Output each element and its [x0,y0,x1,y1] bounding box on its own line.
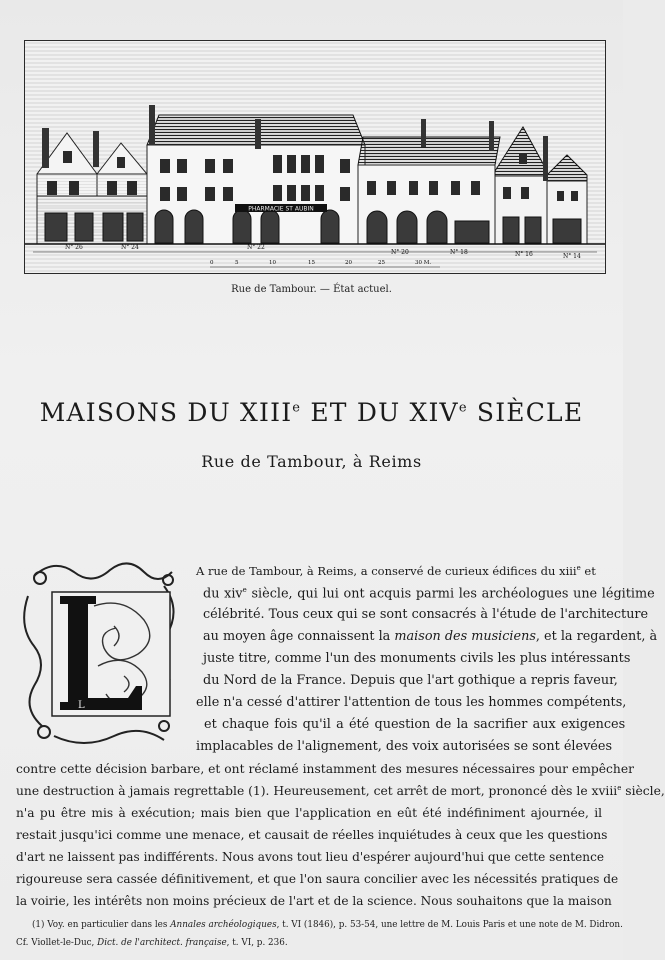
body-line: elle n'a cessé d'attirer l'attention de tous les hommes compétents, [196,695,627,710]
chapter-title: MAISONS DU XIIIe ET DU XIVe SIÈCLE [39,398,584,427]
body-line: au moyen âge connaissent la maison des musiciens, et la regardent, à [203,629,658,644]
house-number-24: N° 24 [121,244,139,251]
body-line: restait jusqu'ici comme une menace, et causait de réelles inquiétudes à ceux que les questions [16,828,608,842]
dropcap-letter: L [78,700,85,711]
scale-label: 30 M. [415,260,432,266]
body-line: n'a pu être mis à exécution; mais bien que l'application en eût été indéfiniment ajournée, il [16,806,602,820]
body-line: du Nord de la France. Depuis que l'art gothique a repris faveur, [203,673,618,688]
body-line: juste titre, comme l'un des monuments civils les plus intéressants [203,651,631,666]
house-number-18: N° 18 [450,249,468,256]
footnote-line: (1) Voy. en particulier dans les Annales archéologiques, t. VI (1846), p. 53-54, une lettre de M. Louis Paris et une note de M. Didron. [32,920,623,930]
body-line: implacables de l'alignement, des voix autorisées se sont élevées [196,739,613,754]
body-line: célébrité. Tous ceux qui se sont consacrés à l'étude de l'architecture [203,607,649,622]
body-line: la voirie, les intérêts non moins précieux de l'art et de la science. Nous souhaitons que la maison [16,894,612,908]
house-number-22: N° 22 [247,244,265,251]
scale-label: 25 [378,260,385,266]
scale-label: 5 [235,260,239,266]
ornamental-initial [14,556,190,756]
body-line: A rue de Tambour, à Reims, a conservé de curieux édifices du xiii$^e$ et [196,563,596,578]
scale-label: 20 [345,260,352,266]
street-facade-engraving [24,40,606,274]
scale-label: 10 [269,260,276,266]
body-line: d'art ne laissent pas indifférents. Nous avons tout lieu d'espérer aujourd'hui que cette sentence [16,850,605,864]
figure-caption: Rue de Tambour. — État actuel. [231,284,392,295]
body-line: une destruction à jamais regrettable (1). Heureusement, cet arrêt de mort, prononcé dès le xviii$^e$ siècle, [16,784,665,799]
pharmacy-sign: PHARMACIE ST AUBIN [248,205,314,213]
house-number-26: N° 26 [65,244,83,251]
body-line: et chaque fois qu'il a été question de la sacrifier aux exigences [204,717,626,732]
chapter-subtitle: Rue de Tambour, à Reims [201,452,422,471]
house-number-16: N° 16 [515,251,533,258]
body-line: contre cette décision barbare, et ont réclamé instamment des mesures nécessaires pour empêcher [16,762,634,776]
facade-illustration [25,41,605,273]
dropcap-ornament-icon [14,556,190,756]
body-line: rigoureuse sera cassée définitivement, et que l'on saura concilier avec les nécessités pratiques de [16,872,619,886]
scale-label: 15 [308,260,315,266]
house-number-14: N° 14 [563,253,581,260]
scale-label: 0 [210,260,214,266]
footnote-line: Cf. Viollet-le-Duc, Dict. de l'architect. française, t. VI, p. 236. [16,938,288,948]
house-number-20: N° 20 [391,249,409,256]
body-line: du xiv$^e$ siècle, qui lui ont acquis parmi les archéologues une légitime [203,586,655,602]
